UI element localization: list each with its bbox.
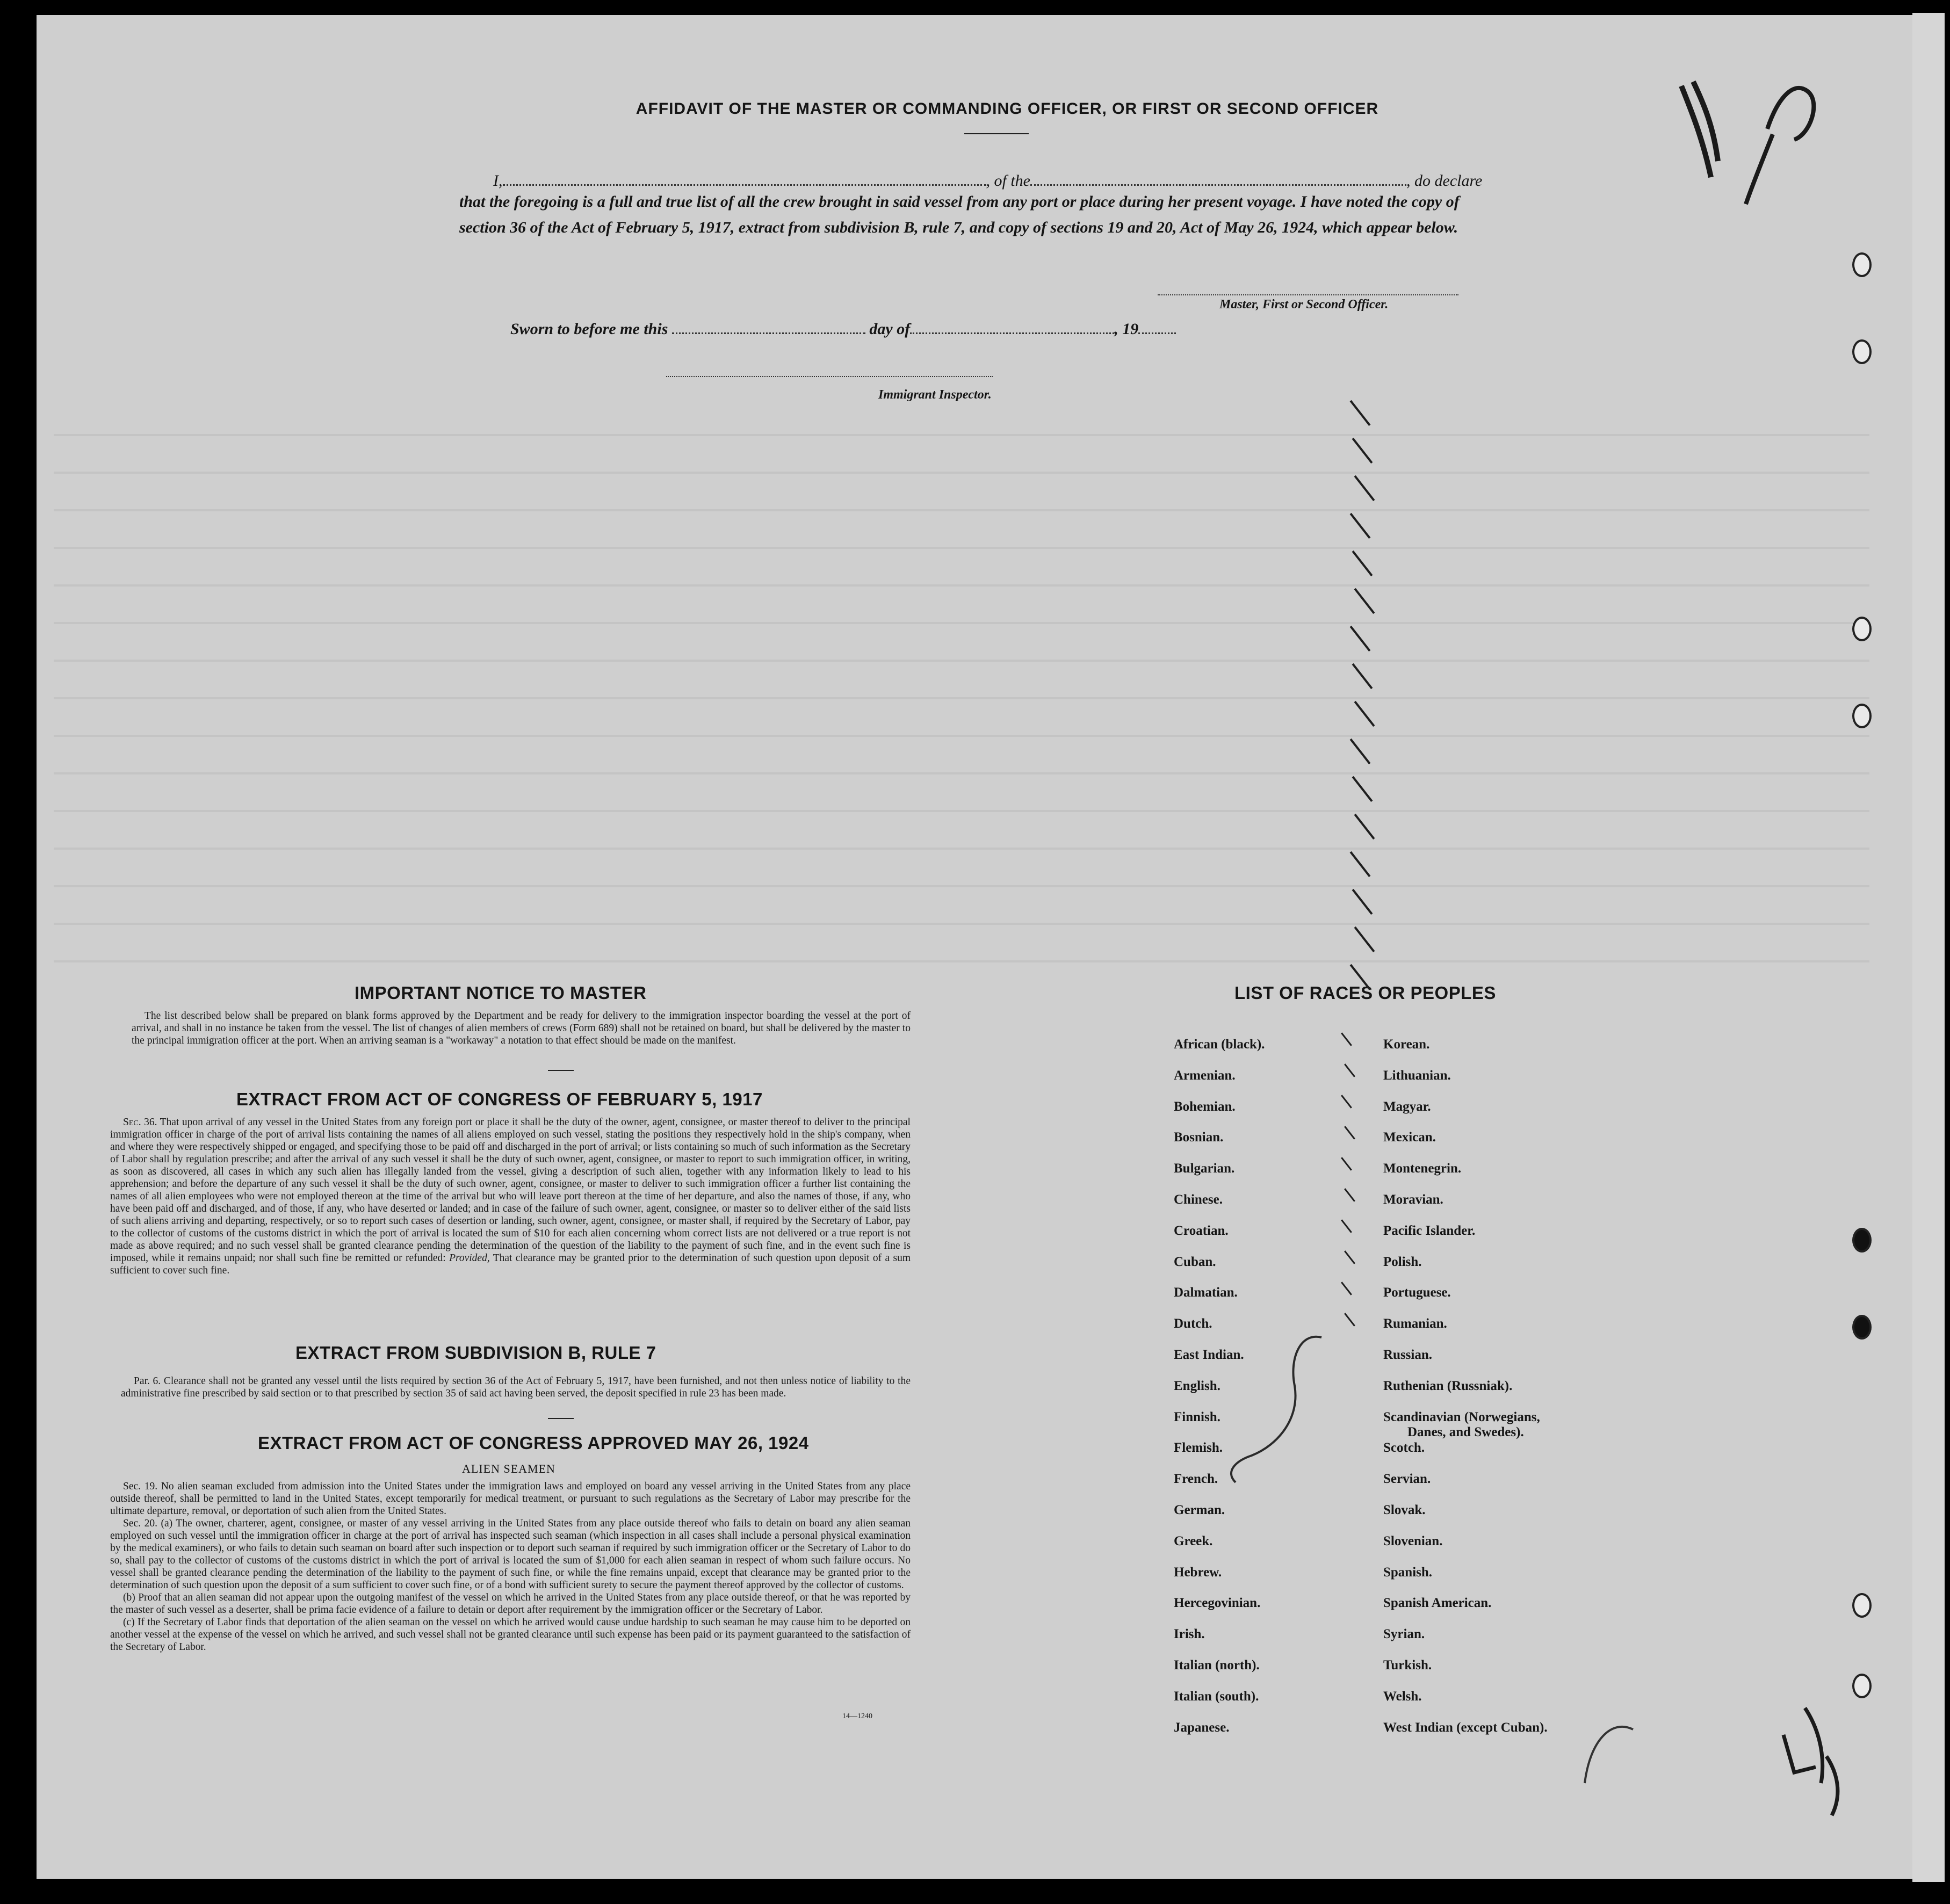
race-item: Turkish.: [1383, 1658, 1432, 1673]
declaration-declare: , do declare: [1406, 172, 1483, 190]
race-item: Armenian.: [1174, 1068, 1236, 1083]
name-blank[interactable]: [503, 173, 986, 186]
race-item: Dalmatian.: [1174, 1285, 1238, 1300]
race-item: Dutch.: [1174, 1316, 1212, 1331]
sec20a-text: Sec. 20. (a) The owner, charterer, agent, consignee, or master of any vessel arriving in the United States from any place outside thereof who fails to detain on board any alien seaman employed on such vessel until the immigration officer in charge at the port of arrival has inspected such seaman (which inspection in all cases shall include a personal physical examination by the medical examiners), or who fails to detain such seaman on board after such inspection or to deport such seaman if required by such immigration officer or the Secretary of Labor to do so, shall pay to the collector of customs of the customs district in which the port of arrival is located the sum of $1,000 for each alien seaman in respect of whom such failure occurs. No vessel shall be granted clearance pending the determination of the liability to the payment of such fine, or while the fine remains unpaid, except that clearance may be granted prior to the determination of such question upon the deposit of a sum sufficient to cover such fine, or of a bond with sufficient surety to secure the payment thereof approved by the collector of customs.: [110, 1518, 911, 1591]
punch-hole: [1852, 1315, 1872, 1340]
race-item: Hebrew.: [1174, 1565, 1222, 1580]
binding-strip: [1912, 13, 1945, 1882]
race-item: Slovenian.: [1383, 1533, 1443, 1548]
race-item: Mexican.: [1383, 1130, 1436, 1145]
sworn-year: , 19: [1114, 320, 1139, 338]
divider: [964, 133, 1029, 134]
race-item: Portuguese.: [1383, 1285, 1451, 1300]
race-item: Spanish.: [1383, 1565, 1433, 1580]
punch-hole: [1852, 617, 1872, 641]
race-item: Welsh.: [1383, 1689, 1422, 1704]
affidavit-body: that the foregoing is a full and true list of all the crew brought in said vessel from any port or place during her present voyage. I have noted the copy of section 36 of the Act of February 5, 1917, extract from subdivision B, rule 7, and copy of sections 19 and 20, Act of May 26, 1924, which appear below.: [459, 193, 1460, 236]
divider: [548, 1070, 574, 1071]
race-item-continued: Danes, and Swedes).: [1407, 1424, 1524, 1439]
rule7-title: EXTRACT FROM SUBDIVISION B, RULE 7: [295, 1343, 656, 1363]
inspector-signature-line[interactable]: [666, 376, 993, 377]
race-item: Magyar.: [1383, 1099, 1431, 1114]
punch-hole: [1852, 1593, 1872, 1618]
race-item: Italian (south).: [1174, 1689, 1259, 1704]
notice-text: The list described below shall be prepared on blank forms approved by the Department and be ready for delivery to the immigration inspector boarding the vessel at the port of arrival, and shall in no instance be taken from the vessel. The list of changes of alien members of crews (Form 689) shall not be retained on board, but shall be delivered by the master to the principal immigration officer at the port. When an arriving seaman is a "workaway" a notation to that effect should be made on the manifest.: [132, 1010, 911, 1046]
sec36-text: [110, 1116, 911, 1277]
race-item: Bulgarian.: [1174, 1161, 1235, 1176]
race-item: Finnish.: [1174, 1409, 1220, 1424]
race-item: English.: [1174, 1378, 1220, 1393]
punch-hole: [1852, 339, 1872, 364]
race-item: French.: [1174, 1472, 1218, 1487]
race-item: Moravian.: [1383, 1192, 1443, 1207]
race-item: Russian.: [1383, 1348, 1433, 1362]
punch-hole: [1852, 704, 1872, 728]
race-item: Bosnian.: [1174, 1130, 1224, 1145]
signature-line[interactable]: [1158, 294, 1458, 295]
sworn-line: [510, 320, 1176, 338]
declaration-i: I,: [493, 172, 503, 190]
notice-title: IMPORTANT NOTICE TO MASTER: [355, 983, 647, 1003]
punch-hole: [1852, 1674, 1872, 1698]
race-item: Syrian.: [1383, 1627, 1425, 1642]
inspector-label: Immigrant Inspector.: [878, 388, 992, 402]
race-item: Polish.: [1383, 1254, 1422, 1269]
race-item: German.: [1174, 1503, 1225, 1517]
race-item: Scotch.: [1383, 1440, 1425, 1456]
race-item: West Indian (except Cuban).: [1383, 1720, 1548, 1735]
race-item: Scandinavian (Norwegians,: [1383, 1409, 1540, 1424]
race-item: Servian.: [1383, 1472, 1431, 1487]
race-item: East Indian.: [1174, 1348, 1244, 1362]
year-blank[interactable]: [1138, 322, 1176, 334]
sec20c-text: (c) If the Secretary of Labor finds that deportation of the alien seaman on the vessel on which he arrived would cause undue hardship to such seaman he may cause him to be deported on another vessel at the expense of the vessel on which he arrived, and such vessel shall not be granted clearance until such expense has been paid or its payment guaranteed to the satisfaction of the Secretary of Labor.: [110, 1617, 911, 1653]
race-item: Ruthenian (Russniak).: [1383, 1378, 1513, 1393]
sec36-label: Sec. 36.: [123, 1117, 157, 1128]
race-item: African (black).: [1174, 1037, 1265, 1052]
race-item: Pacific Islander.: [1383, 1223, 1476, 1238]
race-item: Bohemian.: [1174, 1099, 1236, 1114]
race-item: Cuban.: [1174, 1254, 1216, 1269]
race-item: Irish.: [1174, 1627, 1205, 1642]
affidavit-title: AFFIDAVIT OF THE MASTER OR COMMANDING OFFICER, OR FIRST OR SECOND OFFICER: [635, 100, 1379, 118]
sec36-provided: Provided,: [449, 1253, 490, 1264]
race-item: Montenegrin.: [1383, 1161, 1462, 1176]
extract-1917-body: [110, 1116, 911, 1277]
sec36-body: That upon arrival of any vessel in the United States from any foreign port or place it shall be the duty of the owner, agent, consignee, or master thereof to deliver to the principal immigration officer in charge of the port of arrival lists containing the names of all aliens employed on such vessel, stating the positions they respectively hold in the ship's company, when and where they were respectively shipped or engaged, and specifying those to be paid off and discharged in the port of arrival; or lists containing so much of such information as the Secretary of Labor shall by regulation prescribe; and after the arrival of any such vessel it shall be the duty of such owner, agent, consignee, or master to report to such immigration officer, in writing, as soon as discovered, all cases in which any such alien has illegally landed from the vessel, giving a description of such alien, together with any information likely to lead to his apprehension; and before the departure of any such vessel it shall be the duty of such owner, agent, consignee, or master to deliver to such immigration officer a further list containing the names of all alien employees who were not employed thereon at the time of the arrival but who will leave port thereon at the time of her departure, and also the names of those, if any, who have been paid off and discharged, and of those, if any, who have deserted or landed; and in case of the failure of such owner, agent, consignee, or master so to deliver either of the said lists of such aliens arriving and departing, respectively, or so to report such cases of desertion or landing, such owner, agent, consignee, or master shall, if required by the Secretary of Labor, pay to the collector of customs of the customs district in which the port of arrival is located the sum of $10 for each alien concerning whom correct lists are not delivered or a true report is not made as above required; and no such vessel shall be granted clearance pending the determination of the question of the liability to the payment of such fine, and in the event such fine is imposed, while it remains unpaid; nor shall such fine be remitted or refunded:: [110, 1117, 911, 1264]
form-number: 14—1240: [842, 1712, 872, 1720]
race-item: Flemish.: [1174, 1440, 1223, 1456]
rule7-body: [121, 1375, 911, 1400]
race-item: Italian (north).: [1174, 1658, 1260, 1673]
race-item: Hercegovinian.: [1174, 1596, 1261, 1611]
race-item: Chinese.: [1174, 1192, 1223, 1207]
race-item: Lithuanian.: [1383, 1068, 1451, 1083]
race-item: Rumanian.: [1383, 1316, 1447, 1331]
race-item: Japanese.: [1174, 1720, 1230, 1735]
race-item: Greek.: [1174, 1533, 1213, 1548]
day-blank[interactable]: [672, 322, 865, 334]
notice-body: [132, 1010, 911, 1047]
sec19-text: Sec. 19. No alien seaman excluded from admission into the United States under the immigration laws and employed on board any vessel arriving in the United States from any place outside thereof, shall be permitted to land in the United States, except temporarily for medical treatment, or pursuant to such regulations as the Secretary of Labor may prescribe for the ultimate departure, removal, or deportation of such alien from the United States.: [110, 1481, 911, 1517]
declaration-of-the: , of the: [986, 172, 1030, 190]
rule7-text: Par. 6. Clearance shall not be granted any vessel until the lists required by section 36 of the Act of February 5, 1917, have been furnished, and not then unless notice of liability to the administrative fine prescribed by said section or to that prescribed by section 35 of said act having been served, the deposit specified in rule 23 has been made.: [121, 1375, 911, 1399]
sworn-day-of: day of: [869, 320, 911, 338]
races-title: LIST OF RACES OR PEOPLES: [1234, 983, 1496, 1003]
signature-label: Master, First or Second Officer.: [1219, 298, 1389, 312]
extract-1924-title: EXTRACT FROM ACT OF CONGRESS APPROVED MAY 26, 1924: [258, 1433, 809, 1453]
month-blank[interactable]: [910, 322, 1114, 334]
alien-seamen-subhead: ALIEN SEAMEN: [462, 1462, 555, 1475]
punch-hole: [1852, 1228, 1872, 1253]
extract-1924-body: [110, 1480, 911, 1653]
race-item: Croatian.: [1174, 1223, 1229, 1238]
sec20b-text: (b) Proof that an alien seaman did not appear upon the outgoing manifest of the vessel on which he arrived in the United States from any place outside thereof, or that he was reported by the master of such vessel as a deserter, shall be prima facie evidence of a failure to detain or deport after requirement by the immigration officer or the Secretary of Labor.: [110, 1592, 911, 1616]
vessel-blank[interactable]: [1030, 173, 1406, 186]
race-item: Spanish American.: [1383, 1596, 1492, 1611]
extract-1917-title: EXTRACT FROM ACT OF CONGRESS OF FEBRUARY 5, 1917: [236, 1089, 763, 1109]
race-item: Slovak.: [1383, 1503, 1426, 1517]
race-item: Korean.: [1383, 1037, 1430, 1052]
divider: [548, 1418, 574, 1419]
sworn-prefix: Sworn to before me this: [510, 320, 668, 338]
punch-hole: [1852, 252, 1872, 277]
sec36-tail: That clearance may be granted prior to the determination of such question upon deposit of a sum sufficient to cover such fine.: [110, 1253, 911, 1276]
declaration-line: [493, 172, 1482, 190]
